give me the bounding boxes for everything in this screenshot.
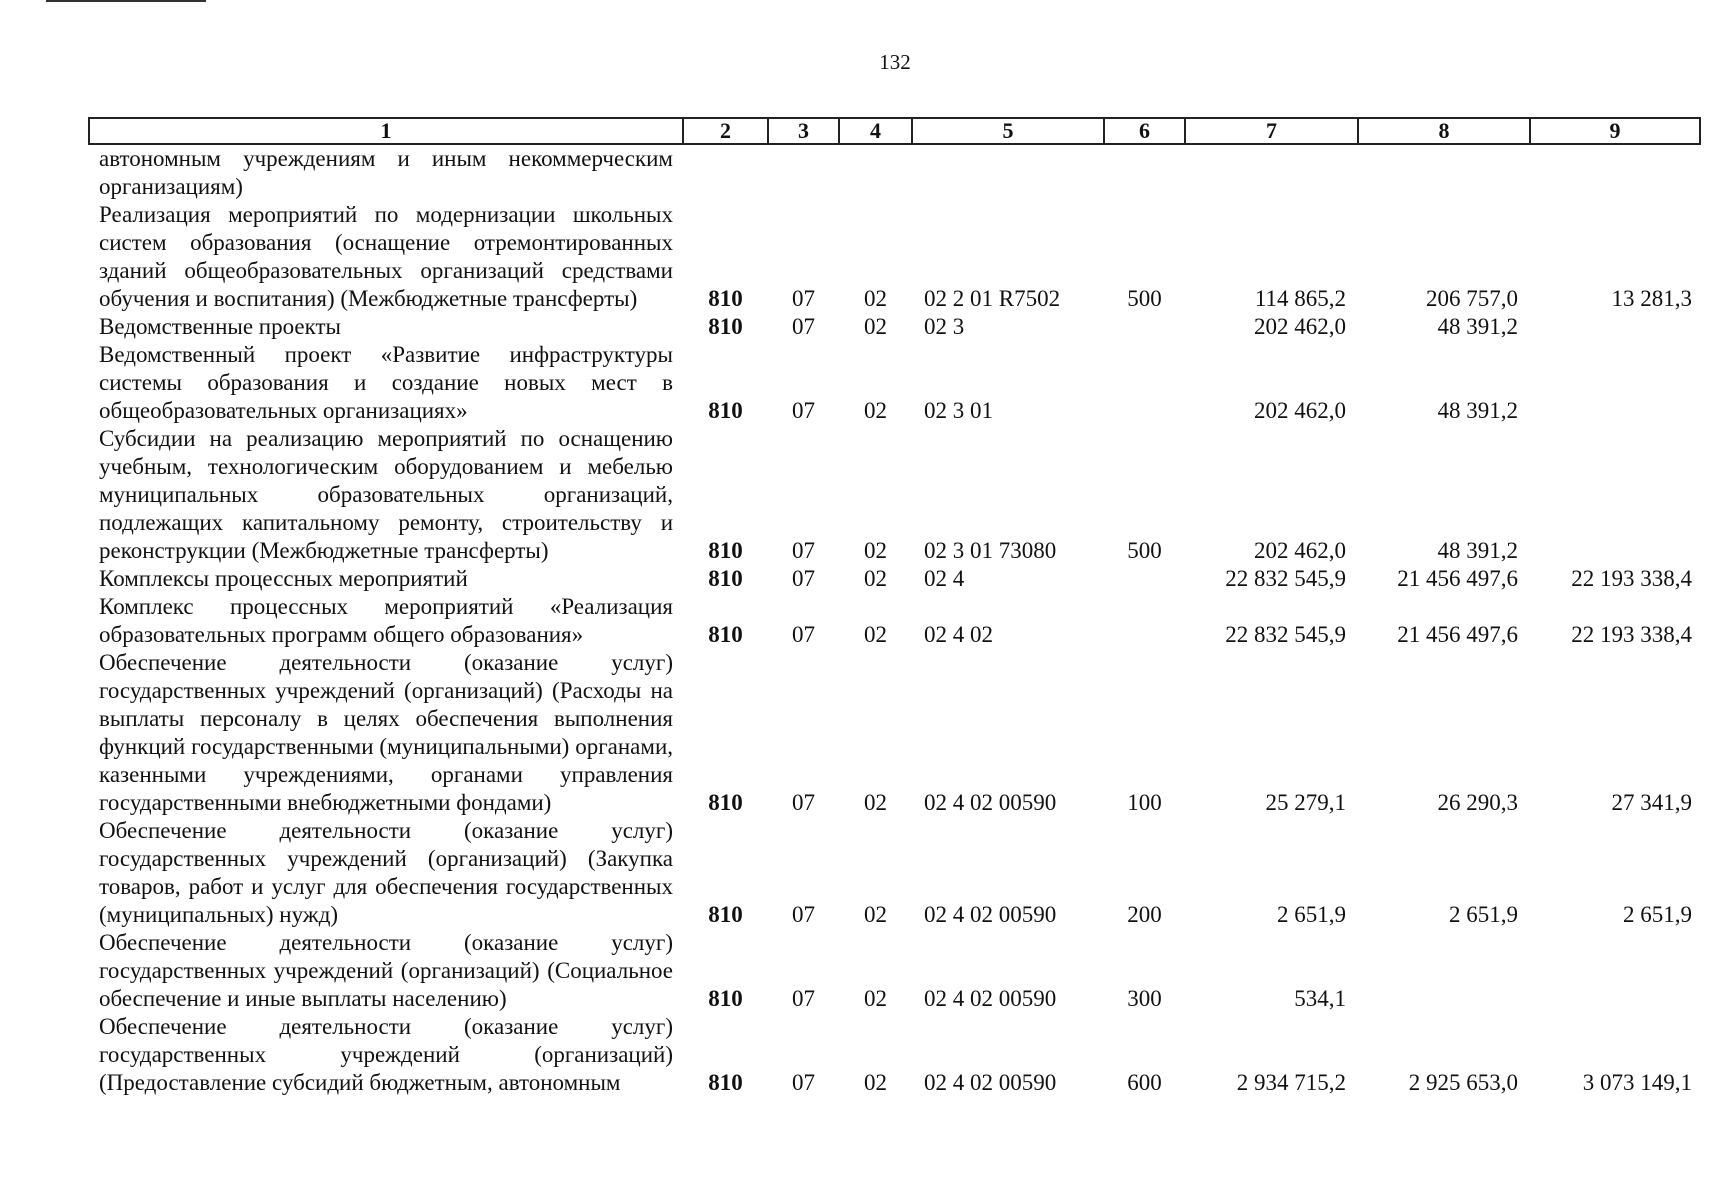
item-name: автономным учреждениям и иным некоммерческим организациям) [99, 146, 673, 199]
table-row [89, 341, 1700, 425]
item-name: Обеспечение деятельности (оказание услуг) государственных учреждений (организаций) (Расходы на выплаты персоналу в целях обеспечения выполнения функций государственными (муниципальными) органами, казенными учреждениями, органами управления государственными внебюджетными фондами) [99, 650, 673, 815]
cell-col-4: 02 [864, 622, 887, 647]
cell-col-3: 07 [792, 902, 815, 927]
cell-col-5: 02 4 02 00590 [924, 986, 1057, 1011]
column-header: 1 [89, 118, 683, 144]
cell-col-6: 200 [1127, 902, 1162, 927]
cell-col-8: 206 757,0 [1426, 286, 1518, 311]
cell-col-7: 202 462,0 [1254, 398, 1346, 423]
cell-col-7: 114 865,2 [1254, 286, 1346, 311]
table-row [89, 649, 1700, 817]
cell-col-8: 48 391,2 [1437, 314, 1518, 339]
cell-col-2: 810 [708, 398, 743, 423]
cell-col-4: 02 [864, 314, 887, 339]
cell-col-7: 2 934 715,2 [1236, 1070, 1346, 1095]
cell-col-7: 25 279,1 [1265, 790, 1346, 815]
item-name: Субсидии на реализацию мероприятий по оснащению учебным, технологическим оборудованием и мебелью муниципальных образовательных организаций, подлежащих капитальному ремонту, строительству и реконструкции (Межбюджетные трансферты) [99, 426, 673, 563]
item-name: Обеспечение деятельности (оказание услуг) государственных учреждений (организаций) (Закупка товаров, работ и услуг для обеспечения государственных (муниципальных) нужд) [99, 818, 673, 927]
cell-col-2: 810 [708, 1070, 743, 1095]
table-row [89, 313, 1700, 341]
item-name: Обеспечение деятельности (оказание услуг) государственных учреждений (организаций) (Предоставление субсидий бюджетным, автономным [99, 1014, 673, 1095]
cell-col-5: 02 4 02 [924, 622, 993, 647]
cell-col-8: 48 391,2 [1437, 538, 1518, 563]
cell-col-7 [1185, 144, 1358, 201]
cell-col-6 [1104, 144, 1185, 201]
cell-col-5: 02 2 01 R7502 [924, 286, 1061, 311]
cell-col-5: 02 4 02 00590 [924, 1070, 1057, 1095]
cell-col-2: 810 [708, 622, 743, 647]
cell-col-7: 22 832 545,9 [1225, 566, 1346, 591]
cell-col-2: 810 [708, 314, 743, 339]
cell-col-6 [1104, 341, 1185, 425]
cell-col-8 [1358, 144, 1530, 201]
budget-table [88, 117, 1701, 1097]
table-row [89, 817, 1700, 929]
cell-col-3: 07 [792, 286, 815, 311]
cell-col-6 [1104, 313, 1185, 341]
item-name: Ведомственный проект «Развитие инфраструктуры системы образования и создание новых мест в общеобразовательных организациях» [99, 342, 673, 423]
column-header: 7 [1185, 118, 1358, 144]
table-row [89, 929, 1700, 1013]
cell-col-2: 810 [708, 538, 743, 563]
cell-col-2: 810 [708, 902, 743, 927]
cell-col-6: 100 [1127, 790, 1162, 815]
item-name: Обеспечение деятельности (оказание услуг) государственных учреждений (организаций) (Социальное обеспечение и иные выплаты населению) [99, 930, 673, 1011]
cell-col-5: 02 3 01 73080 [924, 538, 1057, 563]
cell-col-3: 07 [792, 566, 815, 591]
cell-col-3: 07 [792, 790, 815, 815]
cell-col-2: 810 [708, 790, 743, 815]
header-row [89, 118, 1700, 144]
item-name: Ведомственные проекты [99, 314, 341, 339]
cell-col-4: 02 [864, 398, 887, 423]
cell-col-6 [1104, 565, 1185, 593]
cell-col-6: 300 [1127, 986, 1162, 1011]
cell-col-4: 02 [864, 538, 887, 563]
cell-col-5 [912, 144, 1104, 201]
cell-col-4: 02 [864, 286, 887, 311]
cell-col-8: 2 651,9 [1449, 902, 1518, 927]
column-header: 8 [1358, 118, 1530, 144]
cell-col-5: 02 4 02 00590 [924, 902, 1057, 927]
cell-col-4: 02 [864, 902, 887, 927]
cell-col-9: 22 193 338,4 [1571, 566, 1692, 591]
cell-col-7: 2 651,9 [1277, 902, 1346, 927]
cell-col-6 [1104, 593, 1185, 649]
cell-col-9 [1530, 929, 1700, 1013]
cell-col-5: 02 3 [924, 314, 965, 339]
table-row [89, 201, 1700, 313]
cell-col-4: 02 [864, 1070, 887, 1095]
cell-col-6: 500 [1127, 286, 1162, 311]
cell-col-3: 07 [792, 1070, 815, 1095]
cell-col-9 [1530, 425, 1700, 565]
cell-col-3: 07 [792, 314, 815, 339]
cell-col-6: 500 [1127, 538, 1162, 563]
item-name: Комплекс процессных мероприятий «Реализация образовательных программ общего образования» [99, 594, 673, 647]
table-row [89, 593, 1700, 649]
cell-col-9: 13 281,3 [1611, 286, 1692, 311]
column-header: 6 [1104, 118, 1185, 144]
cell-col-9 [1530, 341, 1700, 425]
column-header: 5 [912, 118, 1104, 144]
item-name: Реализация мероприятий по модернизации школьных систем образования (оснащение отремонтированных зданий общеобразовательных организаций средствами обучения и воспитания) (Межбюджетные трансферты) [99, 202, 673, 311]
cell-col-5: 02 3 01 [924, 398, 993, 423]
cell-col-8 [1358, 929, 1530, 1013]
column-header: 3 [768, 118, 839, 144]
column-header: 9 [1530, 118, 1700, 144]
column-header: 4 [839, 118, 912, 144]
cell-col-2 [683, 144, 768, 201]
table-row [89, 565, 1700, 593]
cell-col-3: 07 [792, 398, 815, 423]
cell-col-8: 48 391,2 [1437, 398, 1518, 423]
cell-col-4: 02 [864, 790, 887, 815]
cell-col-2: 810 [708, 286, 743, 311]
cell-col-8: 21 456 497,6 [1397, 622, 1518, 647]
cell-col-7: 534,1 [1294, 986, 1346, 1011]
column-header: 2 [683, 118, 768, 144]
cell-col-6: 600 [1127, 1070, 1162, 1095]
cell-col-5: 02 4 02 00590 [924, 790, 1057, 815]
cell-col-9: 2 651,9 [1623, 902, 1692, 927]
cell-col-9: 27 341,9 [1611, 790, 1692, 815]
cell-col-5: 02 4 [924, 566, 965, 591]
table-row [89, 144, 1700, 201]
cell-col-3 [768, 144, 839, 201]
cell-col-2: 810 [708, 566, 743, 591]
page-number: 132 [879, 50, 911, 74]
cell-col-3: 07 [792, 538, 815, 563]
cell-col-4: 02 [864, 566, 887, 591]
cell-col-4: 02 [864, 986, 887, 1011]
cell-col-7: 202 462,0 [1254, 314, 1346, 339]
cell-col-7: 22 832 545,9 [1225, 622, 1346, 647]
cell-col-9: 3 073 149,1 [1582, 1070, 1692, 1095]
cell-col-7: 202 462,0 [1254, 538, 1346, 563]
cell-col-2: 810 [708, 986, 743, 1011]
item-name: Комплексы процессных мероприятий [99, 566, 468, 591]
cell-col-3: 07 [792, 986, 815, 1011]
cell-col-3: 07 [792, 622, 815, 647]
cell-col-9 [1530, 313, 1700, 341]
top-rule [46, 0, 206, 2]
cell-col-9: 22 193 338,4 [1571, 622, 1692, 647]
cell-col-8: 2 925 653,0 [1408, 1070, 1518, 1095]
table-row [89, 1013, 1700, 1097]
cell-col-8: 26 290,3 [1437, 790, 1518, 815]
cell-col-9 [1530, 144, 1700, 201]
cell-col-4 [839, 144, 912, 201]
cell-col-8: 21 456 497,6 [1397, 566, 1518, 591]
table-row [89, 425, 1700, 565]
table-body [89, 144, 1700, 1097]
